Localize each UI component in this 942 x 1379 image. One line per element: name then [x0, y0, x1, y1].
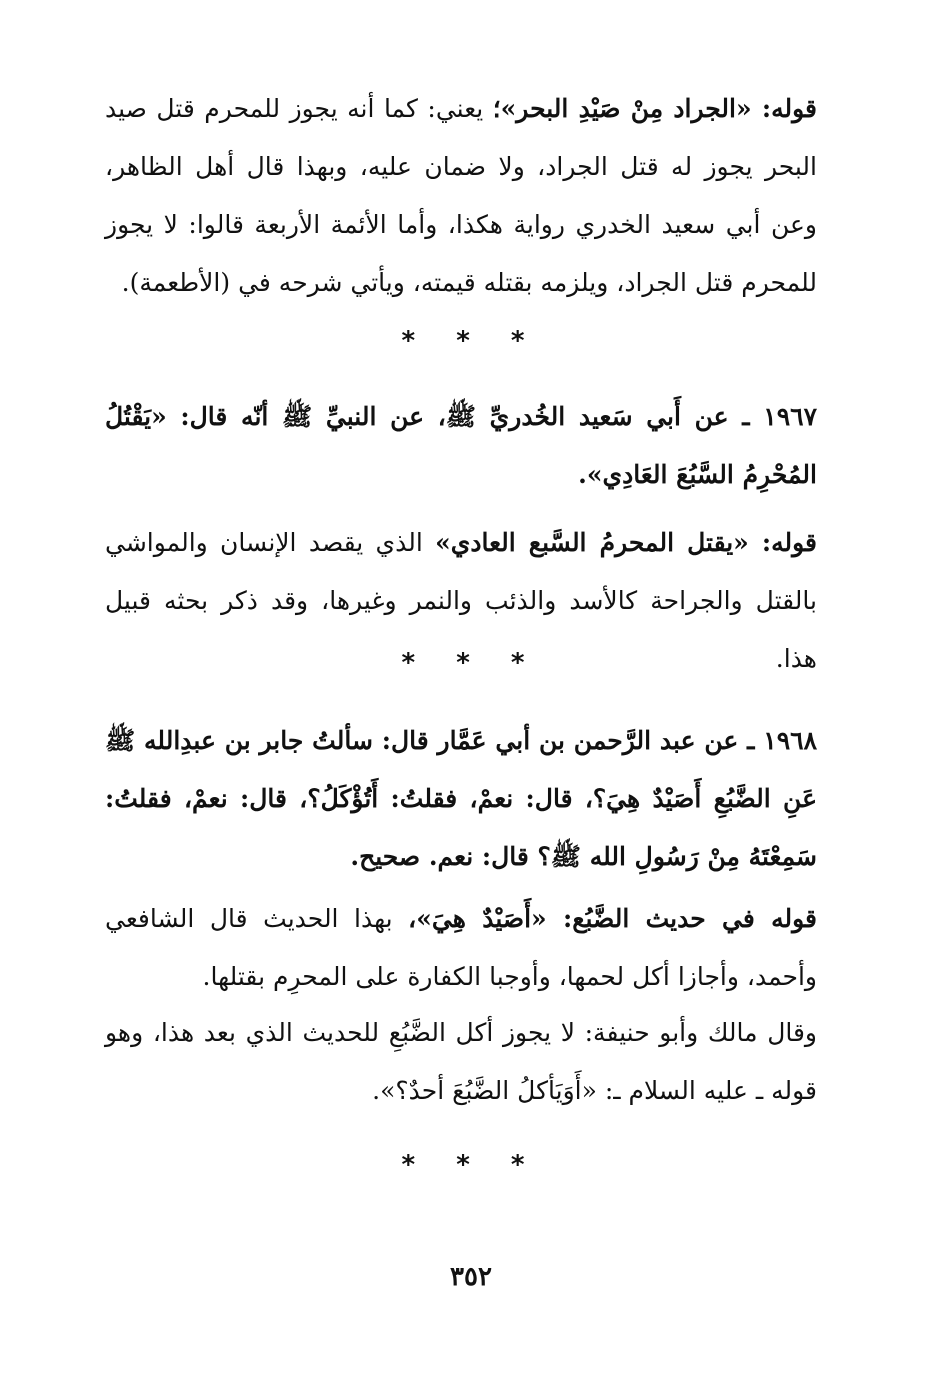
commentary-lead: قوله: «الجراد مِنْ صَيْدِ البحر»؛ [492, 94, 817, 123]
commentary-body: يعني: كما أنه يجوز للمحرم قتل صيد البحر يجوز له قتل الجراد، ولا ضمان عليه، وبهذا قال أهل الظاهر، وعن أبي سعيد الخدري رواية هكذا، وأما الأئمة الأربعة قالوا: لا يجوز للمحرم قتل الجراد، ويلزمه بقتله قيمته، ويأتي شرحه في (الأطعمة). [105, 94, 817, 297]
section-separator: * * * [401, 648, 541, 678]
hadith-1968: ١٩٦٨ ـ عن عبد الرَّحمن بن أبي عَمَّار قال: سألتُ جابر بن عبدِالله ﷺ عَنِ الضَّبُعِ أَصَيْدٌ هِيَ؟، قال: نعمْ، فقلتُ: أَتُؤْكَلُ؟، قال: نعمْ، فقلتُ: سَمِعْتَهُ مِنْ رَسُولِ الله ﷺ؟ قال: نعم. صحيح. [105, 726, 817, 871]
commentary-lead: قوله في حديث الضَّبُع: «أَصَيْدٌ هِيَ»، [408, 904, 817, 933]
commentary-body: الذي يقصد الإنسان والمواشي بالقتل والجراحة كالأسد والذئب والنمر وغيرها، وقد ذكر بحثه قبيل هذا. [105, 528, 817, 673]
hadith-1967: ١٩٦٧ ـ عن أَبي سَعيد الخُدريِّ ﷺ، عن النبيِّ ﷺ أنّه قال: «يَقْتُلُ المُحْرِمُ السَّبُعَ العَادِي». [105, 402, 817, 489]
commentary-paragraph-malik [105, 1004, 817, 1120]
section-separator: * * * [401, 1150, 541, 1180]
commentary-paragraph-hyena [105, 890, 817, 1006]
page-number: ٣٥٢ [450, 1262, 492, 1292]
commentary-lead: قوله: «يقتل المحرمُ السَّبع العادي» [435, 528, 817, 557]
commentary-body: بهذا الحديث قال الشافعي وأحمد، وأجازا أكل لحمها، وأوجبا الكفارة على المحرِم بقتلها. [105, 904, 817, 991]
commentary-paragraph-locust [105, 80, 817, 312]
commentary-body: وقال مالك وأبو حنيفة: لا يجوز أكل الضَّبُعِ للحديث الذي بعد هذا، وهو قوله ـ عليه السلام ـ: «أَوَيَأكلُ الضَّبُعَ أحدٌ؟». [105, 1018, 817, 1105]
section-separator: * * * [401, 326, 541, 356]
